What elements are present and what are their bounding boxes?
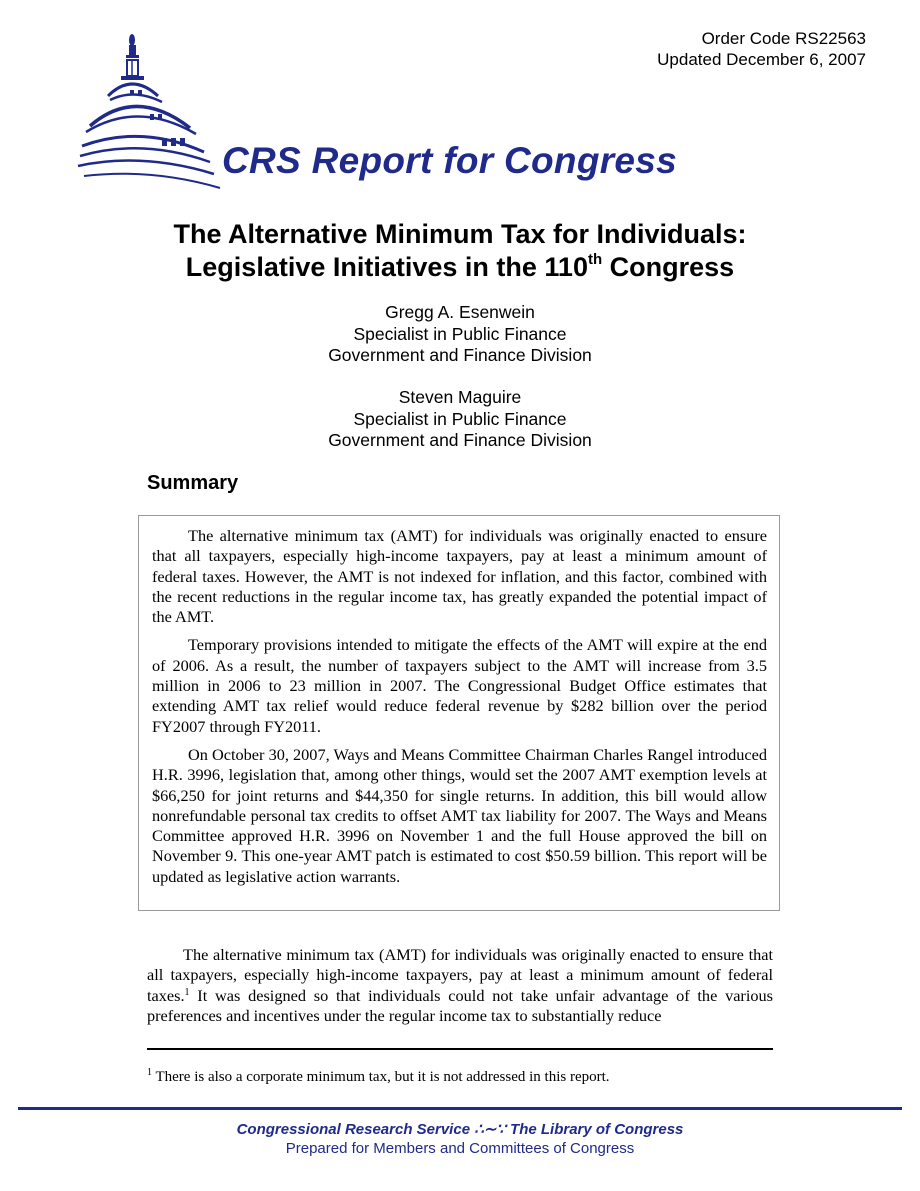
author-name: Gregg A. Esenwein <box>385 302 535 322</box>
capitol-dome-logo <box>72 28 222 190</box>
author-division: Government and Finance Division <box>328 430 592 450</box>
updated-date: Updated December 6, 2007 <box>657 50 866 69</box>
footer-divider <box>18 1107 902 1110</box>
footer-crs-library: Congressional Research Service ∴∼∵ The Library of Congress <box>236 1121 684 1138</box>
summary-heading: Summary <box>147 472 239 494</box>
summary-paragraph: On October 30, 2007, Ways and Means Committee Chairman Charles Rangel introduced H.R. 3996, legislation that, among other things, would set the 2007 AMT exemption levels at $66,250 for joint returns and $44,350 for single returns. In addition, this bill would allow nonrefundable personal tax credits to offset AMT tax liability for 2007. The Ways and Means Committee approved H.R. 3996 on November 1 and the full House approved the bill on November 9. This one-year AMT patch is estimated to cost $50.59 billion. This report will be updated as legislative action warrants. <box>152 744 767 886</box>
footnote-ref: 1 <box>184 986 190 998</box>
crs-report-brand: CRS Report for Congress <box>222 140 678 181</box>
author-block-1 <box>0 302 920 367</box>
title-line-1: The Alternative Minimum Tax for Individuals: <box>173 219 747 249</box>
summary-box <box>138 515 780 911</box>
body-text <box>147 945 773 1026</box>
body-paragraph: The alternative minimum tax (AMT) for individuals was originally enacted to ensure that all taxpayers, especially high-income taxpayers, pay at least a minimum amount of federal taxes.$^1$ It was designed so that individuals could not take unfair advantage of the various preferences and incentives under the regular income tax to substantially reduce <box>147 945 773 1025</box>
author-name: Steven Maguire <box>398 387 522 407</box>
author-block-2 <box>0 387 920 452</box>
footnote <box>147 1069 610 1086</box>
summary-paragraph: The alternative minimum tax (AMT) for individuals was originally enacted to ensure that all taxpayers, especially high-income taxpayers, pay at least a minimum amount of federal taxes. However, the AMT is not indexed for inflation, and this factor, combined with the recent reductions in the regular income tax, has greatly expanded the potential impact of the AMT. <box>152 526 767 627</box>
footnote-divider <box>147 1048 773 1050</box>
footnote-number: 1 <box>147 1067 152 1078</box>
capitol-dome-icon <box>72 28 222 190</box>
order-code-block <box>657 28 866 70</box>
document-title <box>0 218 920 284</box>
summary-paragraph: Temporary provisions intended to mitigate the effects of the AMT will expire at the end of 2006. As a result, the number of taxpayers subject to the AMT will increase from 3.5 million in 2006 to 23 million in 2007. The Congressional Budget Office estimates that extending AMT tax relief would reduce federal revenue by $282 billion over the period FY2007 through FY2011. <box>152 635 767 736</box>
author-role: Specialist in Public Finance <box>353 323 567 344</box>
author-division: Government and Finance Division <box>328 345 592 365</box>
author-role: Specialist in Public Finance <box>353 408 567 429</box>
footer-prepared-for: Prepared for Members and Committees of Congress <box>285 1140 635 1157</box>
order-code: Order Code RS22563 <box>701 29 866 48</box>
footnote-text: There is also a corporate minimum tax, but it is not addressed in this report. <box>152 1069 610 1085</box>
title-line-2: Legislative Initiatives in the 110th Congress <box>185 251 735 282</box>
